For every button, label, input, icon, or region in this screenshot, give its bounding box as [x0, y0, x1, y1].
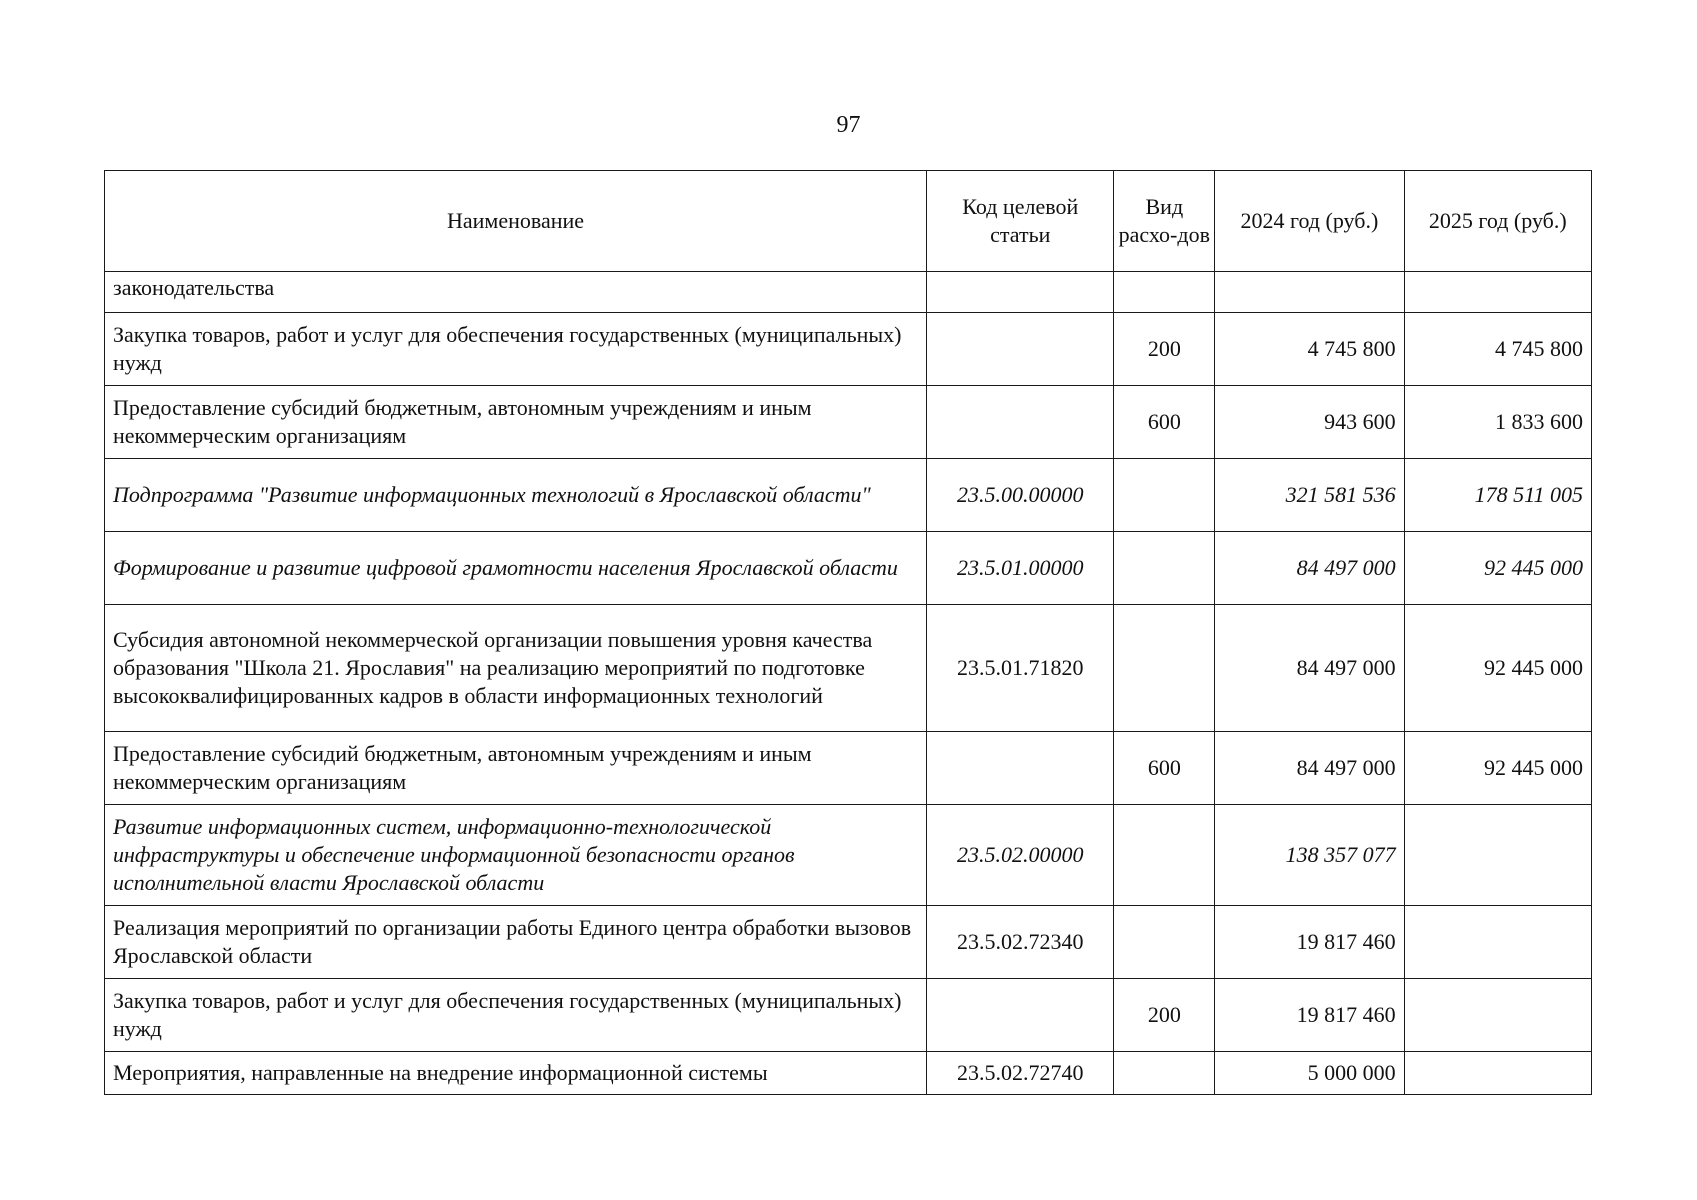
row-name: Закупка товаров, работ и услуг для обеспечения государственных (муниципальных) нужд [105, 313, 927, 386]
header-row [105, 171, 1592, 272]
row-name: Закупка товаров, работ и услуг для обеспечения государственных (муниципальных) нужд [105, 979, 927, 1052]
row-type [1114, 272, 1215, 313]
header-name: Наименование [105, 171, 927, 272]
row-code: 23.5.01.00000 [927, 532, 1114, 605]
row-name: Подпрограмма "Развитие информационных технологий в Ярославской области" [105, 459, 927, 532]
row-2025: 4 745 800 [1404, 313, 1591, 386]
row-type: 600 [1114, 732, 1215, 805]
row-2025: 92 445 000 [1404, 732, 1591, 805]
row-2024: 84 497 000 [1215, 732, 1404, 805]
row-2024 [1215, 272, 1404, 313]
table-row [105, 805, 1592, 906]
row-code: 23.5.02.72340 [927, 906, 1114, 979]
table-row [105, 906, 1592, 979]
row-2024: 5 000 000 [1215, 1052, 1404, 1095]
row-2025 [1404, 805, 1591, 906]
row-type [1114, 605, 1215, 732]
row-code: 23.5.02.00000 [927, 805, 1114, 906]
row-type: 200 [1114, 979, 1215, 1052]
row-2025 [1404, 1052, 1591, 1095]
row-name: законодательства [105, 272, 927, 313]
row-2025: 1 833 600 [1404, 386, 1591, 459]
budget-table [104, 170, 1592, 1095]
row-name: Предоставление субсидий бюджетным, автономным учреждениям и иным некоммерческим организациям [105, 732, 927, 805]
page-number: 97 [836, 112, 861, 138]
row-code: 23.5.01.71820 [927, 605, 1114, 732]
row-code [927, 979, 1114, 1052]
row-2024: 19 817 460 [1215, 906, 1404, 979]
table-row [105, 313, 1592, 386]
row-code: 23.5.00.00000 [927, 459, 1114, 532]
row-2024: 138 357 077 [1215, 805, 1404, 906]
row-2025: 92 445 000 [1404, 605, 1591, 732]
row-code [927, 732, 1114, 805]
table-row [105, 979, 1592, 1052]
header-2025: 2025 год (руб.) [1404, 171, 1591, 272]
header-2024: 2024 год (руб.) [1215, 171, 1404, 272]
row-name: Субсидия автономной некоммерческой организации повышения уровня качества образования "Школа 21. Ярославия" на реализацию мероприятий по подготовке высококвалифицированных кадров в области информационных технологий [105, 605, 927, 732]
row-code: 23.5.02.72740 [927, 1052, 1114, 1095]
table-row [105, 532, 1592, 605]
row-type [1114, 906, 1215, 979]
row-name: Формирование и развитие цифровой грамотности населения Ярославской области [105, 532, 927, 605]
row-2024: 19 817 460 [1215, 979, 1404, 1052]
row-2025: 92 445 000 [1404, 532, 1591, 605]
row-code [927, 272, 1114, 313]
row-2024: 943 600 [1215, 386, 1404, 459]
table-row [105, 1052, 1592, 1095]
row-2025 [1404, 272, 1591, 313]
row-code [927, 386, 1114, 459]
row-2025 [1404, 979, 1591, 1052]
table-row [105, 459, 1592, 532]
row-type: 600 [1114, 386, 1215, 459]
row-2024: 321 581 536 [1215, 459, 1404, 532]
row-type [1114, 459, 1215, 532]
row-type [1114, 1052, 1215, 1095]
row-type: 200 [1114, 313, 1215, 386]
row-type [1114, 532, 1215, 605]
table-row [105, 272, 1592, 313]
table-row [105, 386, 1592, 459]
row-type [1114, 805, 1215, 906]
row-name: Предоставление субсидий бюджетным, автономным учреждениям и иным некоммерческим организациям [105, 386, 927, 459]
table-row [105, 732, 1592, 805]
row-name: Мероприятия, направленные на внедрение информационной системы [105, 1052, 927, 1095]
row-name: Развитие информационных систем, информационно-технологической инфраструктуры и обеспечение информационной безопасности органов исполнительной власти Ярославской области [105, 805, 927, 906]
row-2025: 178 511 005 [1404, 459, 1591, 532]
row-2024: 84 497 000 [1215, 532, 1404, 605]
row-2024: 4 745 800 [1215, 313, 1404, 386]
row-2025 [1404, 906, 1591, 979]
row-name: Реализация мероприятий по организации работы Единого центра обработки вызовов Ярославской области [105, 906, 927, 979]
header-type: Вид расхо-дов [1114, 171, 1215, 272]
row-code [927, 313, 1114, 386]
row-2024: 84 497 000 [1215, 605, 1404, 732]
header-code: Код целевой статьи [927, 171, 1114, 272]
table-row [105, 605, 1592, 732]
